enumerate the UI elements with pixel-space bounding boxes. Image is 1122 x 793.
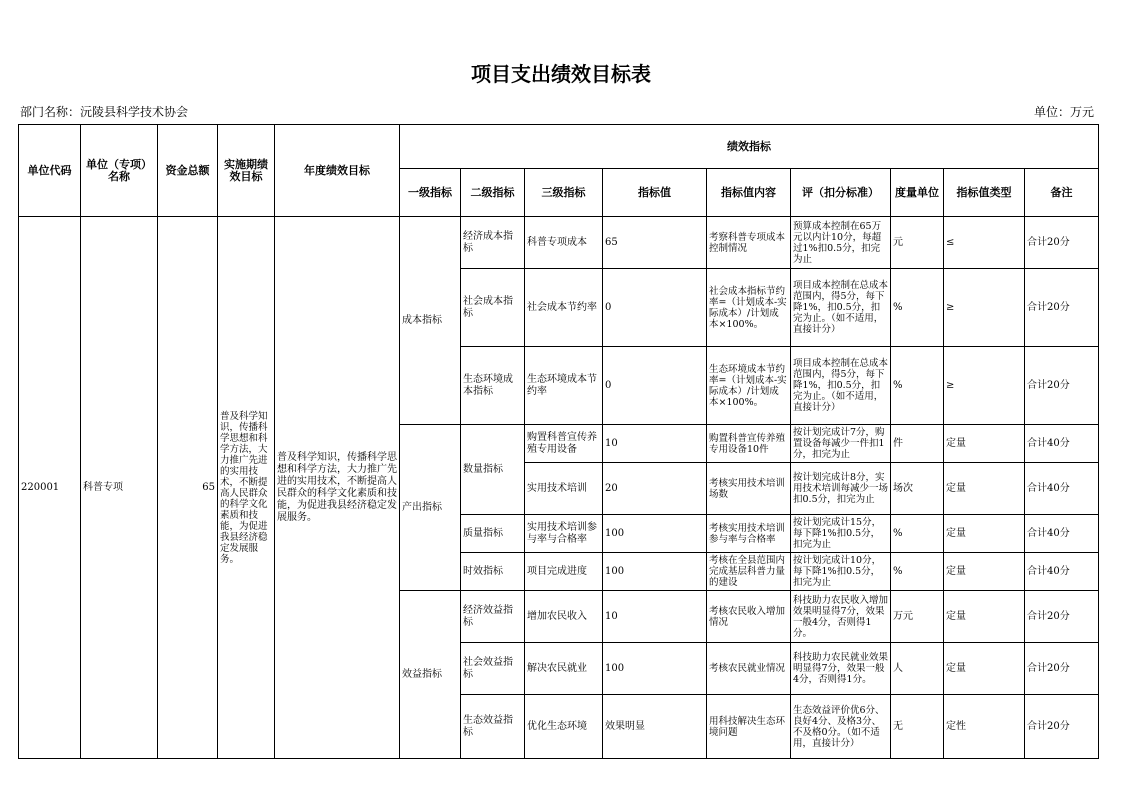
level3-cell: 项目完成进度	[525, 553, 603, 591]
remark-cell: 合计20分	[1025, 695, 1099, 759]
value-type-cell: 定量	[944, 463, 1025, 515]
level2-cell: 经济效益指标	[461, 591, 525, 643]
scoring-cell: 项目成本控制在总成本范围内，得5分，每下降1%，扣0.5分，扣完为止。（如不适用，直接计分）	[791, 347, 891, 425]
value-type-cell: 定性	[944, 695, 1025, 759]
level2-cell: 生态效益指标	[461, 695, 525, 759]
scoring-cell: 按计划完成计10分，每下降1%扣0.5分，扣完为止	[791, 553, 891, 591]
measure-unit-cell: 场次	[891, 463, 944, 515]
value-type-cell: 定量	[944, 591, 1025, 643]
remark-cell: 合计20分	[1025, 269, 1099, 347]
level2-cell: 数量指标	[461, 425, 525, 515]
measure-unit-cell: 元	[891, 217, 944, 269]
level3-cell: 科普专项成本	[525, 217, 603, 269]
scoring-cell: 按计划完成计8分，实用技术培训每减少一场扣0.5分，扣完为止	[791, 463, 891, 515]
value-type-cell: ≥	[944, 269, 1025, 347]
header-remark: 备注	[1025, 169, 1099, 217]
value-cell: 100	[603, 515, 707, 553]
remark-cell: 合计40分	[1025, 463, 1099, 515]
header-level2: 二级指标	[461, 169, 525, 217]
value-type-cell: ≤	[944, 217, 1025, 269]
value-cell: 100	[603, 643, 707, 695]
total-funds-cell: 65	[158, 217, 218, 759]
scoring-cell: 按计划完成计7分，购置设备每减少一件扣1分，扣完为止	[791, 425, 891, 463]
header-unit-name: 单位（专项）名称	[81, 125, 158, 217]
value-type-cell: 定量	[944, 515, 1025, 553]
value-cell: 100	[603, 553, 707, 591]
level3-cell: 实用技术培训	[525, 463, 603, 515]
level3-cell: 解决农民就业	[525, 643, 603, 695]
level3-cell: 优化生态环境	[525, 695, 603, 759]
header-value-content: 指标值内容	[707, 169, 791, 217]
header-value: 指标值	[603, 169, 707, 217]
level2-cell: 经济成本指标	[461, 217, 525, 269]
remark-cell: 合计20分	[1025, 643, 1099, 695]
value-content-cell: 生态环境成本节约率=（计划成本-实际成本）/计划成本×100%。	[707, 347, 791, 425]
header-level3: 三级指标	[525, 169, 603, 217]
remark-cell: 合计20分	[1025, 347, 1099, 425]
value-cell: 10	[603, 425, 707, 463]
level1-cell: 产出指标	[400, 425, 461, 591]
remark-cell: 合计40分	[1025, 553, 1099, 591]
level3-cell: 增加农民收入	[525, 591, 603, 643]
scoring-cell: 预算成本控制在65万元以内计10分，每超过1%扣0.5分，扣完为止	[791, 217, 891, 269]
value-type-cell: 定量	[944, 553, 1025, 591]
level1-cell: 效益指标	[400, 591, 461, 759]
period-goal-cell: 普及科学知识，传播科学思想和科学方法，大力推广先进的实用技术，不断提高人民群众的科学文化素质和技能，为促进我县经济稳定发展服务。	[218, 217, 275, 759]
performance-goal-table	[18, 124, 1099, 759]
header-annual-goal: 年度绩效目标	[275, 125, 400, 217]
value-cell: 20	[603, 463, 707, 515]
scoring-cell: 科技助力农民就业效果明显得7分，效果一般4分，否则得1分。	[791, 643, 891, 695]
measure-unit-cell: %	[891, 553, 944, 591]
measure-unit-cell: 人	[891, 643, 944, 695]
level3-cell: 实用技术培训参与率与合格率	[525, 515, 603, 553]
scoring-cell: 项目成本控制在总成本范围内，得5分，每下降1%，扣0.5分，扣完为止。（如不适用，直接计分）	[791, 269, 891, 347]
value-cell: 效果明显	[603, 695, 707, 759]
value-content-cell: 考核实用技术培训场数	[707, 463, 791, 515]
level2-cell: 社会成本指标	[461, 269, 525, 347]
table-row	[19, 217, 1099, 269]
value-content-cell: 购置科普宣传养殖专用设备10件	[707, 425, 791, 463]
header-value-type: 指标值类型	[944, 169, 1025, 217]
header-level1: 一级指标	[400, 169, 461, 217]
value-content-cell: 用科技解决生态环境问题	[707, 695, 791, 759]
level3-cell: 购置科普宣传养殖专用设备	[525, 425, 603, 463]
measure-unit-cell: %	[891, 269, 944, 347]
value-type-cell: ≥	[944, 347, 1025, 425]
value-content-cell: 考核农民收入增加情况	[707, 591, 791, 643]
value-content-cell: 考核在全县范围内完成基层科普力量的建设	[707, 553, 791, 591]
annual-goal-cell: 普及科学知识，传播科学思想和科学方法，大力推广先进的实用技术，不断提高人民群众的科学文化素质和技能，为促进我县经济稳定发展服务。	[275, 217, 400, 759]
remark-cell: 合计40分	[1025, 515, 1099, 553]
remark-cell: 合计20分	[1025, 591, 1099, 643]
value-cell: 0	[603, 269, 707, 347]
value-content-cell: 考察科普专项成本控制情况	[707, 217, 791, 269]
value-type-cell: 定量	[944, 425, 1025, 463]
header-unit-code: 单位代码	[19, 125, 81, 217]
value-cell: 10	[603, 591, 707, 643]
level2-cell: 质量指标	[461, 515, 525, 553]
remark-cell: 合计40分	[1025, 425, 1099, 463]
measure-unit-cell: 万元	[891, 591, 944, 643]
value-content-cell: 考核农民就业情况	[707, 643, 791, 695]
level1-cell: 成本指标	[400, 217, 461, 425]
scoring-cell: 科技助力农民收入增加效果明显得7分，效果一般4分，否则得1分。	[791, 591, 891, 643]
header-scoring: 评（扣分标准）	[791, 169, 891, 217]
measure-unit-cell: %	[891, 515, 944, 553]
level2-cell: 时效指标	[461, 553, 525, 591]
value-type-cell: 定量	[944, 643, 1025, 695]
department-name: 部门名称：沅陵县科学技术协会	[20, 105, 189, 119]
header-period-goal: 实施期绩效目标	[218, 125, 275, 217]
measure-unit-cell: 无	[891, 695, 944, 759]
value-content-cell: 社会成本指标节约率=（计划成本-实际成本）/计划成本×100%。	[707, 269, 791, 347]
scoring-cell: 按计划完成计15分，每下降1%扣0.5分，扣完为止	[791, 515, 891, 553]
header-measure-unit: 度量单位	[891, 169, 944, 217]
measure-unit-cell: %	[891, 347, 944, 425]
unit-name-cell: 科普专项	[81, 217, 158, 759]
page-title: 项目支出绩效目标表	[471, 62, 651, 86]
unit-code-cell: 220001	[19, 217, 81, 759]
header-perf-indicators: 绩效指标	[400, 125, 1099, 169]
level2-cell: 社会效益指标	[461, 643, 525, 695]
level3-cell: 生态环境成本节约率	[525, 347, 603, 425]
level2-cell: 生态环境成本指标	[461, 347, 525, 425]
measure-unit-cell: 件	[891, 425, 944, 463]
scoring-cell: 生态效益评价优6分、良好4分、及格3分、不及格0分。（如不适用，直接计分）	[791, 695, 891, 759]
value-cell: 0	[603, 347, 707, 425]
value-cell: 65	[603, 217, 707, 269]
level3-cell: 社会成本节约率	[525, 269, 603, 347]
value-content-cell: 考核实用技术培训参与率与合格率	[707, 515, 791, 553]
header-total-funds: 资金总额	[158, 125, 218, 217]
remark-cell: 合计20分	[1025, 217, 1099, 269]
currency-unit: 单位：万元	[1033, 105, 1094, 119]
